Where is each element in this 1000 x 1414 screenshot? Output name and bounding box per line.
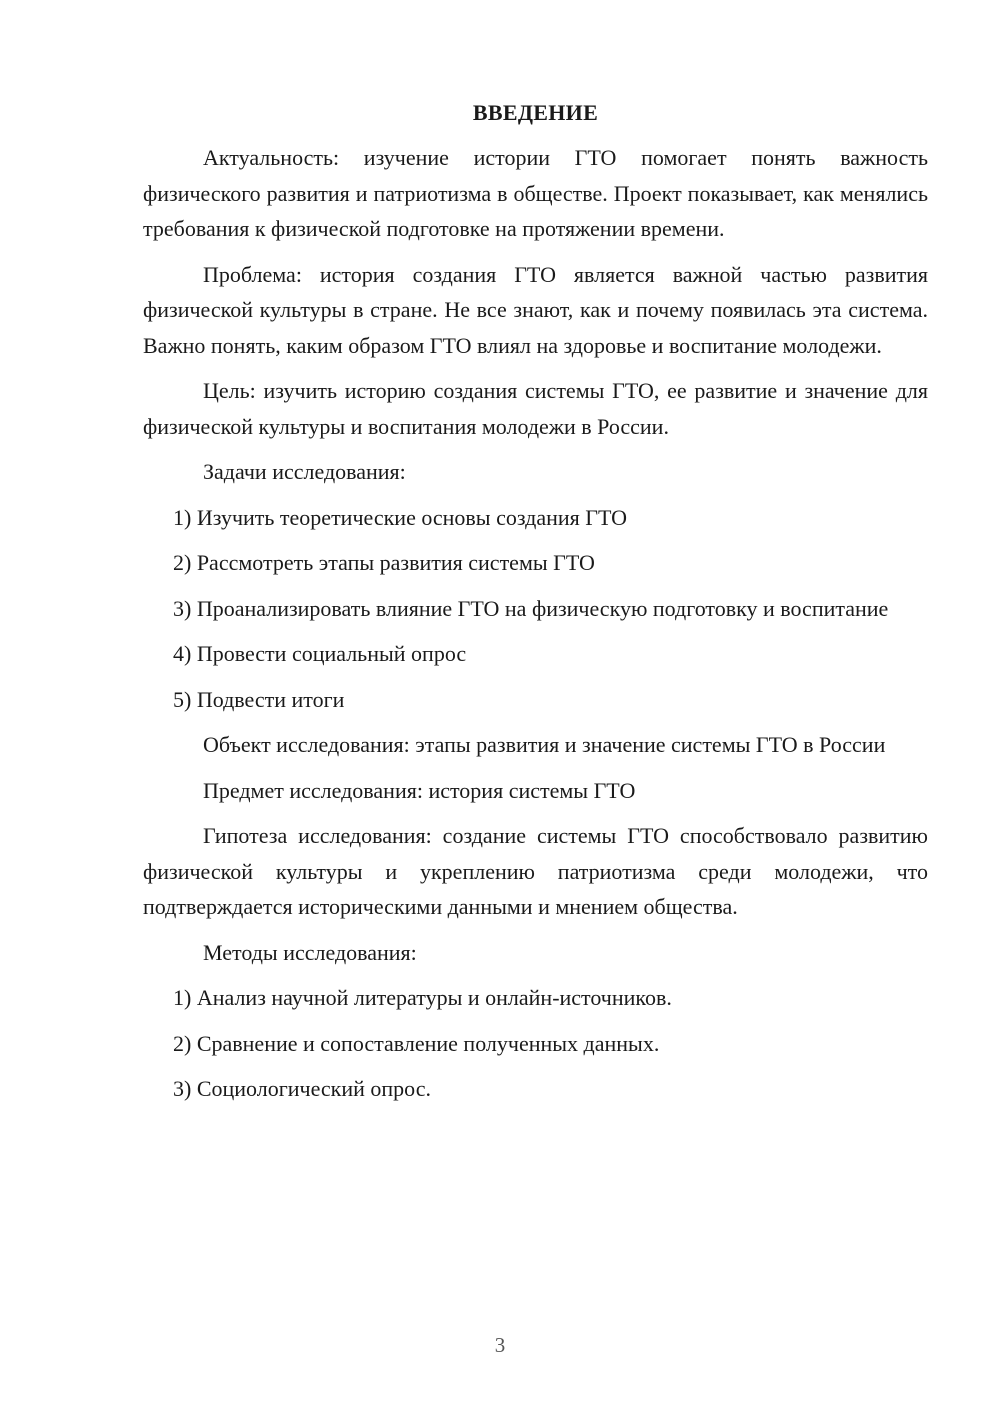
task-item: 4) Провести социальный опрос bbox=[173, 641, 467, 666]
method-item: 2) Сравнение и сопоставление полученных данных. bbox=[173, 1030, 660, 1056]
tasks-heading: Задачи исследования: bbox=[203, 459, 406, 484]
method-item: 1) Анализ научной литературы и онлайн-источников. bbox=[173, 985, 672, 1010]
methods-heading: Методы исследования: bbox=[203, 939, 417, 965]
document-page bbox=[143, 95, 928, 1117]
task-item: 3) Проанализировать влияние ГТО на физическую подготовку и воспитание bbox=[173, 595, 889, 621]
subject-paragraph: Предмет исследования: история системы ГТО bbox=[203, 777, 636, 803]
method-item: 3) Социологический опрос. bbox=[173, 1076, 431, 1101]
page-title: ВВЕДЕНИЕ bbox=[472, 100, 599, 125]
problem-paragraph: Проблема: история создания ГТО является важной частью развития физической культуры в стране. Не все знают, как и почему появилась эта система. Важно понять, каким образом ГТО влиял на здоровье и воспитание молодежи. bbox=[143, 261, 928, 358]
hypothesis-paragraph: Гипотеза исследования: создание системы ГТО способствовало развитию физической культуры и укреплению патриотизма среди молодежи, что подтверждается историческими данными и мнением общества. bbox=[143, 823, 928, 919]
relevance-paragraph: Актуальность: изучение истории ГТО помогает понять важность физического развития и патриотизма в обществе. Проект показывает, как менялись требования к физической подготовке на протяжении времени. bbox=[143, 145, 928, 241]
page-number: 3 bbox=[494, 1333, 506, 1357]
object-paragraph: Объект исследования: этапы развития и значение системы ГТО в России bbox=[203, 732, 886, 757]
goal-paragraph: Цель: изучить историю создания системы ГТО, ее развитие и значение для физической культуры и воспитания молодежи в России. bbox=[143, 378, 928, 439]
task-item: 1) Изучить теоретические основы создания ГТО bbox=[173, 504, 628, 530]
task-item: 2) Рассмотреть этапы развития системы ГТО bbox=[173, 550, 595, 575]
task-item: 5) Подвести итоги bbox=[173, 686, 345, 712]
